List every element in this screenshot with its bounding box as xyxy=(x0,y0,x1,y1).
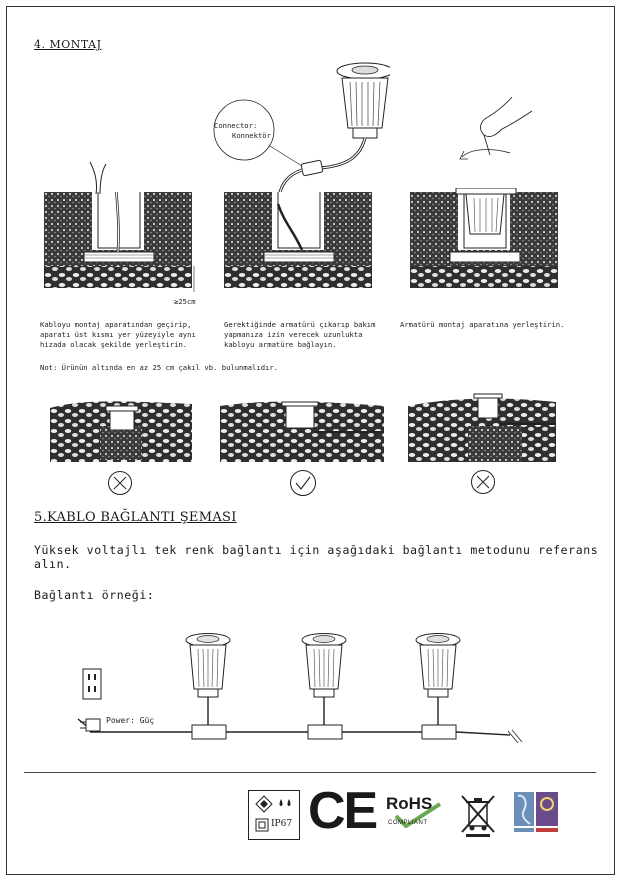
dust-proof-icon xyxy=(255,795,273,813)
rohs-text: RoHS xyxy=(386,794,433,813)
step-3-instructions: Armatürü montaj aparatına yerleştirin. xyxy=(400,320,565,329)
connector-label-en: Connector: xyxy=(214,121,258,130)
cross-icon xyxy=(107,470,133,496)
connection-example-label: Bağlantı örneği: xyxy=(34,588,155,602)
footer-divider xyxy=(24,772,596,773)
section-5-title: 5.KABLO BAĞLANTI ŞEMASI xyxy=(34,510,237,525)
section-5-description: Yüksek voltajlı tek renk bağlantı için aşağıdaki bağlantı metodunu referans alın. xyxy=(34,543,599,571)
installation-note: Not: Ürünün altında en az 25 cm çakıl vb. bulunmalıdır. xyxy=(40,363,278,372)
weee-crossed-bin-icon xyxy=(458,794,498,838)
step-1-instructions: Kabloyu montaj aparatından geçirip, aparatı üst kısmı yer yüzeyiyle aynı hizada olacak şekilde yerleştirin. xyxy=(40,320,196,349)
ip-rating-text: IP67 xyxy=(271,819,293,829)
enclosure-icon xyxy=(255,818,269,832)
install-step-2-illustration xyxy=(224,192,384,292)
check-icon xyxy=(289,469,317,497)
ip-rating-box xyxy=(248,790,300,840)
install-wrong-raised-illustration xyxy=(50,398,192,462)
quality-certification-logos xyxy=(514,792,558,834)
connector-label-tr: Konnektör xyxy=(232,131,271,140)
water-drops-icon xyxy=(277,797,295,811)
install-step-3-illustration xyxy=(410,188,570,292)
rohs-compliant-text: COMPLIANT xyxy=(388,820,428,826)
cable-tip-illustration xyxy=(86,160,116,194)
depth-label: ≥25cm xyxy=(174,297,196,306)
rohs-badge xyxy=(386,794,442,834)
power-outlet-icon xyxy=(82,668,102,700)
install-correct-flush-illustration xyxy=(220,398,384,462)
power-plug-icon xyxy=(80,714,102,734)
install-wrong-sunken-illustration xyxy=(408,392,556,462)
wiring-diagram xyxy=(70,625,530,750)
section-4-title: 4. MONTAJ xyxy=(34,38,102,51)
step-2-instructions: Gerektiğinde armatürü çıkarıp bakım yapmanıza izin verecek uzunlukta kabloyu armatüre bağlayın. xyxy=(224,320,376,349)
install-step-1-illustration xyxy=(44,192,204,292)
ce-mark: CE xyxy=(308,782,377,840)
hand-inserting-lamp-illustration xyxy=(450,95,540,175)
cross-icon xyxy=(470,469,496,495)
power-label: Power: Güç xyxy=(106,716,155,725)
